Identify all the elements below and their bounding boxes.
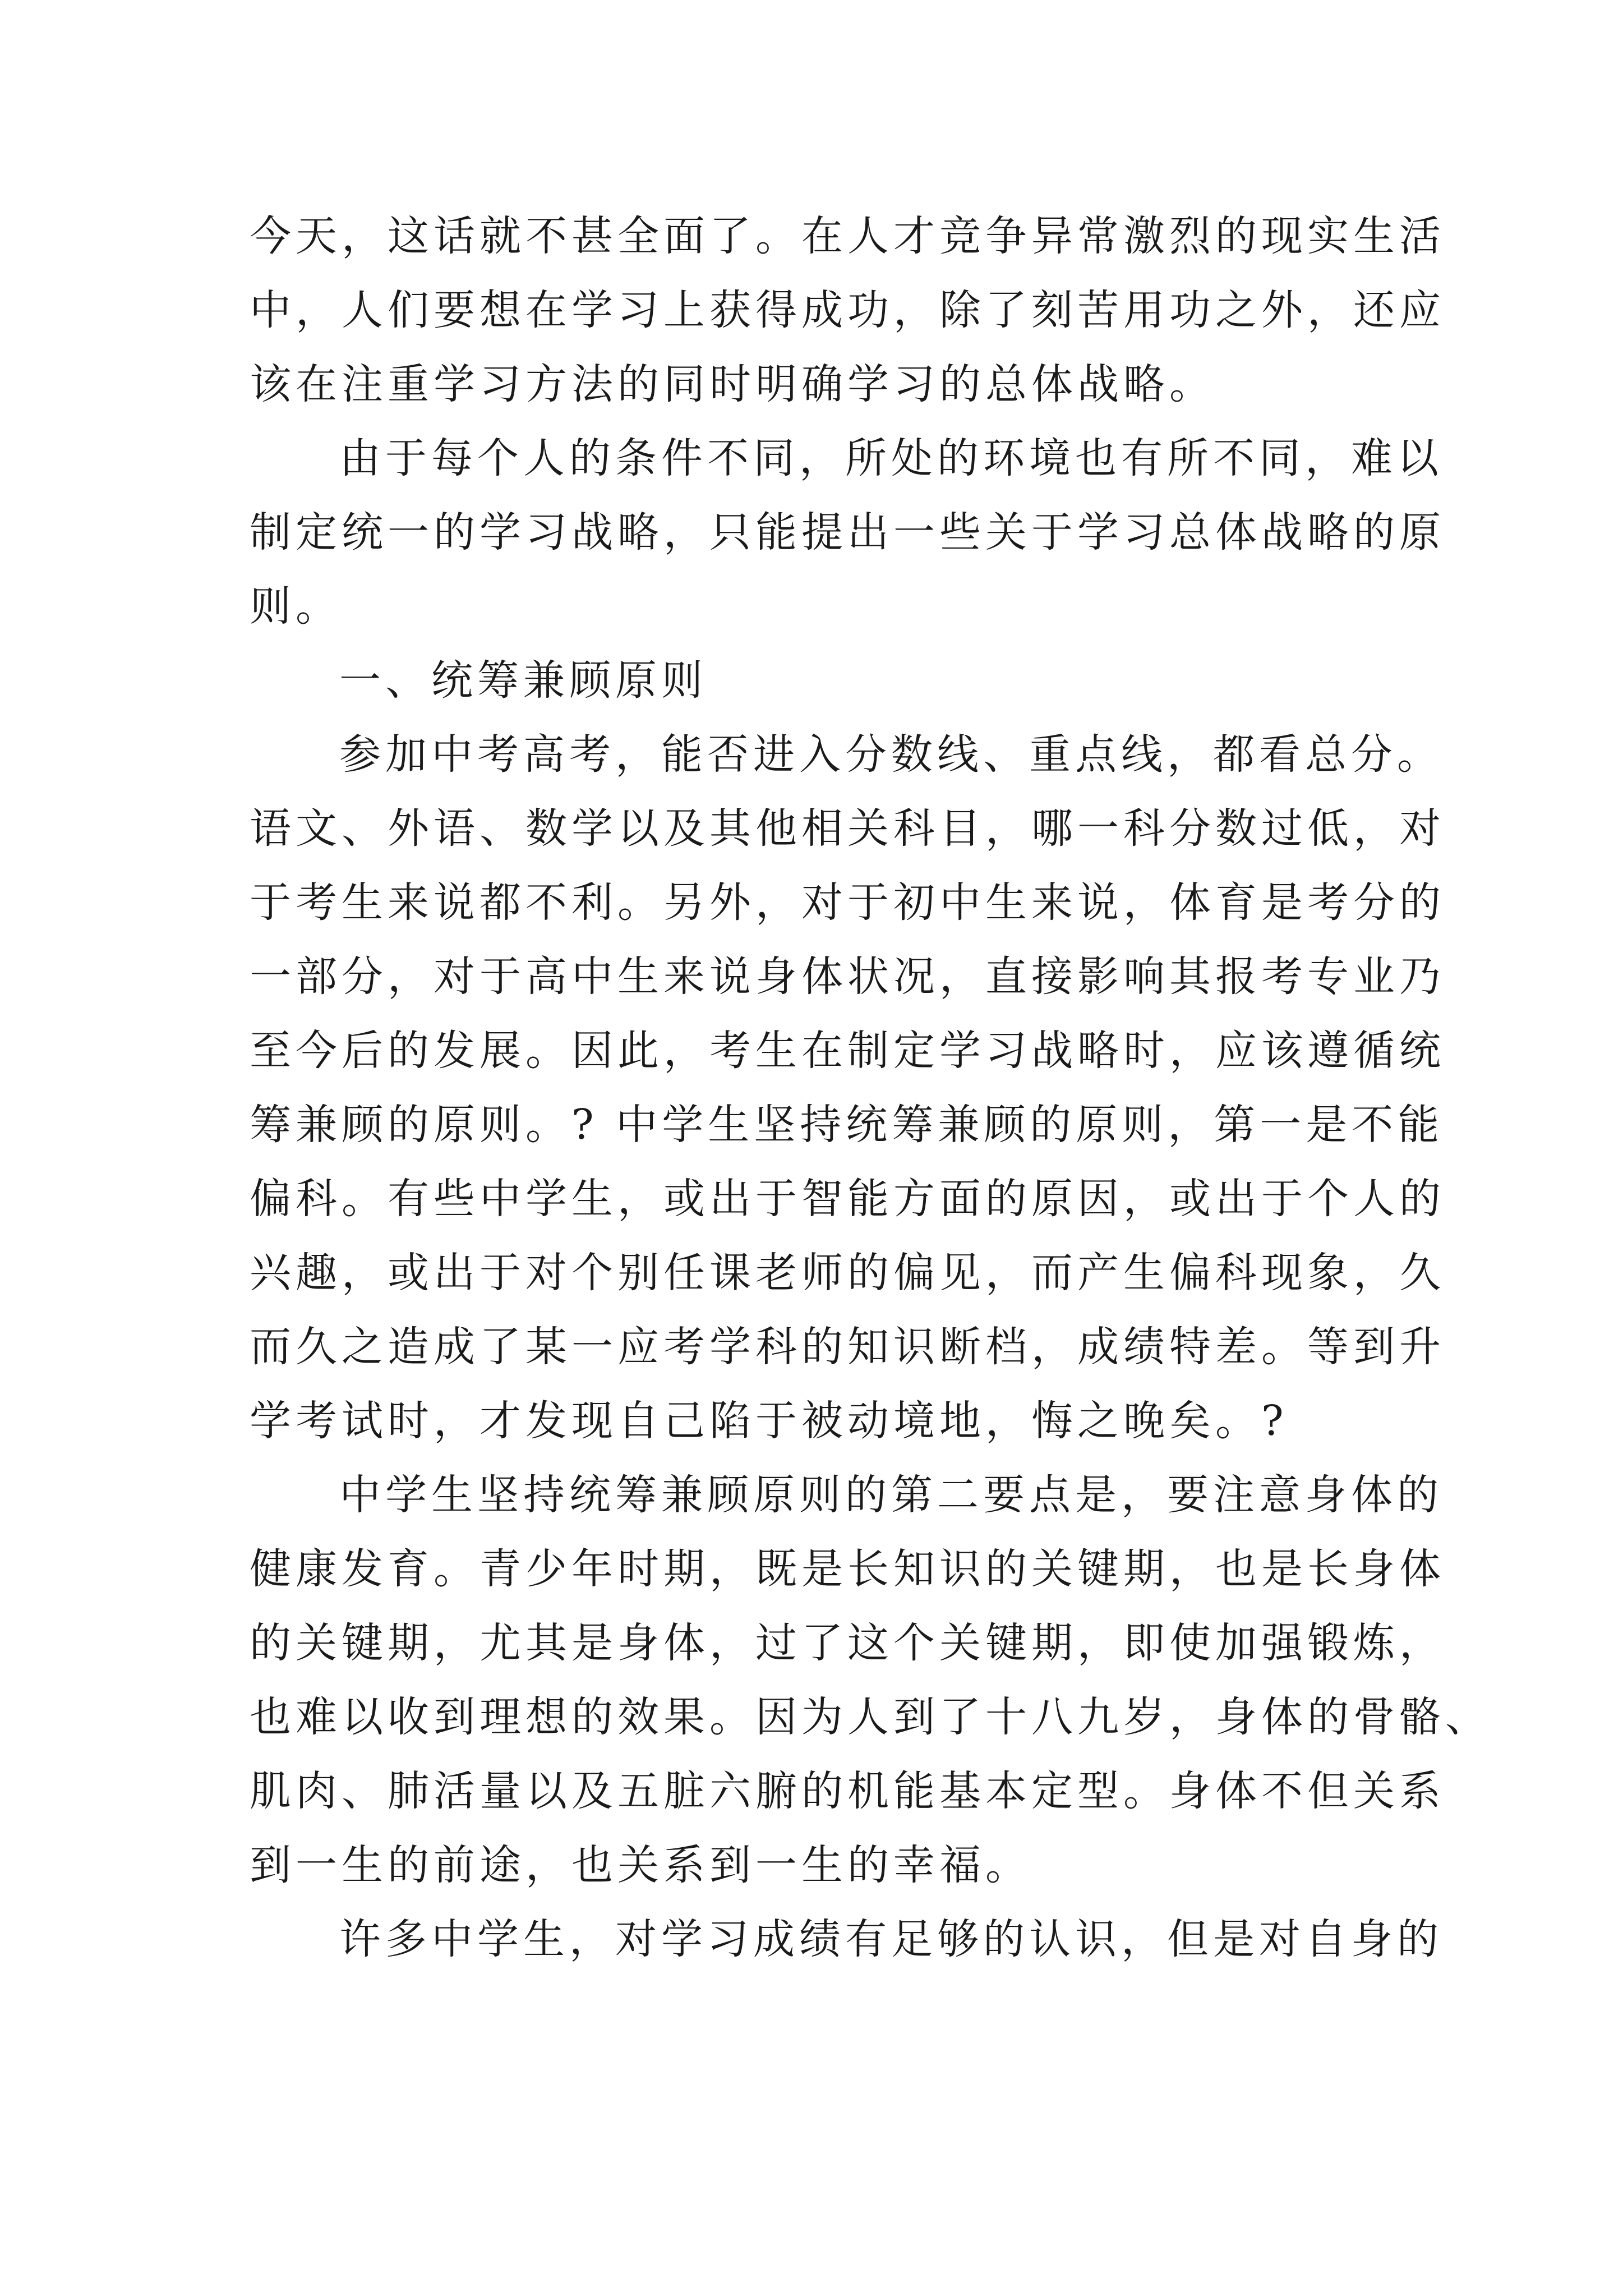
text-line: 该在注重学习方法的同时明确学习的总体战略。	[250, 360, 1215, 408]
text-line: 中，人们要想在学习上获得成功，除了刻苦用功之外，还应	[250, 286, 1445, 334]
text-line: 今天，这话就不甚全面了。在人才竞争异常激烈的现实生活	[250, 212, 1445, 260]
text-line: 的关键期，尤其是身体，过了这个关键期，即使加强锻炼，	[250, 1619, 1445, 1667]
text-line: 学考试时，才发现自己陷于被动境地，悔之晚矣。?	[250, 1397, 1288, 1445]
text-line: 则。	[250, 582, 342, 631]
text-line: 语文、外语、数学以及其他相关科目，哪一科分数过低，对	[250, 804, 1445, 853]
text-line: 而久之造成了某一应考学科的知识断档，成绩特差。等到升	[250, 1323, 1445, 1371]
text-line: 健康发育。青少年时期，既是长知识的关键期，也是长身体	[250, 1545, 1445, 1593]
text-line: 到一生的前途，也关系到一生的幸福。	[250, 1841, 1031, 1889]
text-line: 至今后的发展。因此，考生在制定学习战略时，应该遵循统	[250, 1027, 1445, 1075]
paragraph-start-line: 由于每个人的条件不同，所处的环境也有所不同，难以	[339, 434, 1443, 482]
paragraph-start-line: 中学生坚持统筹兼顾原则的第二要点是，要注意身体的	[339, 1471, 1443, 1519]
text-line: 筹兼顾的原则。? 中学生坚持统筹兼顾的原则，第一是不能	[250, 1101, 1444, 1149]
text-line: 也难以收到理想的效果。因为人到了十八九岁，身体的骨骼、	[250, 1693, 1491, 1741]
section-heading: 一、统筹兼顾原则	[339, 656, 707, 705]
text-line: 兴趣，或出于对个别任课老师的偏见，而产生偏科现象，久	[250, 1249, 1445, 1297]
text-line: 肌肉、肺活量以及五脏六腑的机能基本定型。身体不但关系	[250, 1767, 1445, 1815]
document-body	[250, 199, 1491, 1976]
text-line: 制定统一的学习战略，只能提出一些关于学习总体战略的原	[250, 508, 1445, 556]
text-line: 偏科。有些中学生，或出于智能方面的原因，或出于个人的	[250, 1175, 1445, 1223]
text-line: 一部分，对于高中生来说身体状况，直接影响其报考专业乃	[250, 953, 1445, 1001]
paragraph-start-line: 参加中考高考，能否进入分数线、重点线，都看总分。	[339, 730, 1443, 779]
paragraph-start-line: 许多中学生，对学习成绩有足够的认识，但是对自身的	[339, 1915, 1443, 1963]
text-line: 于考生来说都不利。另外，对于初中生来说，体育是考分的	[250, 878, 1445, 927]
